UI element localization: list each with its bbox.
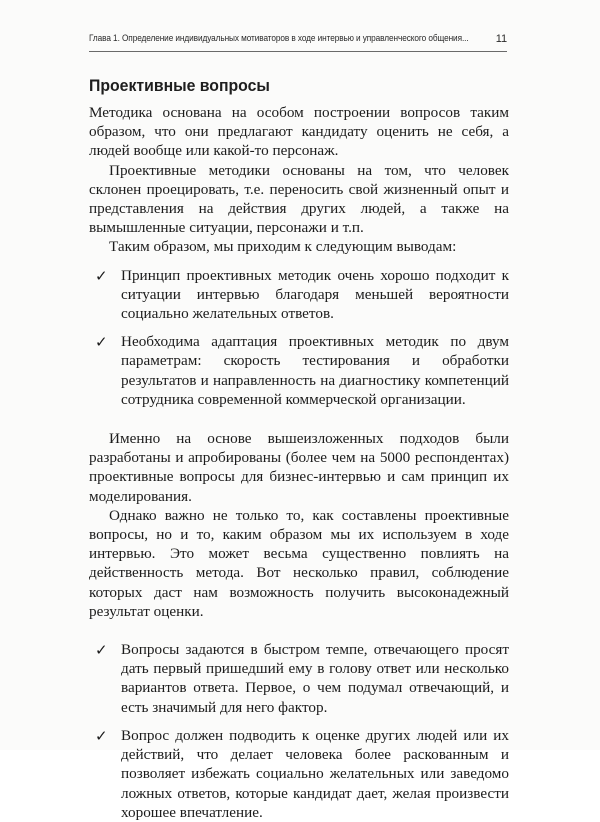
checkmark-icon: ✓	[95, 641, 108, 660]
list-item	[95, 266, 509, 324]
list-item-text: Необходима адаптация проективных методик по двум параметрам: скорость тестирования и обработки результатов и направленность на диагностику компетенций сотрудника современной коммерческой организации.	[121, 333, 509, 408]
list-item	[95, 726, 509, 822]
running-title: Глава 1. Определение индивидуальных мотиваторов в ходе интервью и управленческого общения...	[89, 33, 469, 44]
list-item-text: Вопрос должен подводить к оценке других людей или их действий, что делает человека более раскованным и позволяет избежать социально желательных или заведомо ложных ответов, которые кандидат дает, желая произвести хорошее впечатление.	[121, 726, 509, 821]
list-item	[95, 332, 509, 409]
paragraph: Методика основана на особом построении вопросов таким образом, что они предлагают кандидату оценить не себя, а людей вообще или какой-то персонаж.	[89, 104, 509, 160]
body-text	[89, 103, 509, 822]
running-header	[89, 33, 507, 49]
list-item	[95, 640, 509, 717]
rules-list	[89, 640, 509, 822]
checkmark-icon: ✓	[95, 726, 108, 745]
checkmark-icon: ✓	[95, 266, 108, 285]
page-number: 11	[495, 33, 507, 45]
paragraph: Проективные методики основаны на том, что человек склонен проецировать, т.е. переносить свой жизненный опыт и представления на действия других людей, а также на вымышленные ситуации, персонажи и т.п.	[89, 161, 509, 237]
conclusions-list	[89, 266, 509, 409]
list-item-text: Вопросы задаются в быстром темпе, отвечающего просят дать первый пришедший ему в голову ответ или несколько вариантов ответа. Первое, о чем подумал отвечающий, и есть значимый для него фактор.	[121, 641, 509, 716]
section-heading: Проективные вопросы	[89, 76, 270, 95]
list-item-text: Принцип проективных методик очень хорошо подходит к ситуации интервью благодаря меньшей вероятности социально желательных ответов.	[121, 266, 509, 323]
header-rule	[89, 51, 507, 52]
paragraph: Именно на основе вышеизложенных подходов были разработаны и апробированы (более чем на 5000 респондентах) проективные вопросы для бизнес-интервью и сам принцип их моделирования.	[89, 430, 509, 505]
checkmark-icon: ✓	[95, 333, 108, 352]
paragraph: Таким образом, мы приходим к следующим выводам:	[109, 238, 457, 256]
paragraph: Однако важно не только то, как составлены проективные вопросы, но и то, каким образом мы их используем в ходе интервью. Это может весьма существенно повлиять на действенность метода. Вот несколько правил, соблюдение которых даст нам возможность получить высоконадежный результат оценки.	[89, 506, 509, 620]
